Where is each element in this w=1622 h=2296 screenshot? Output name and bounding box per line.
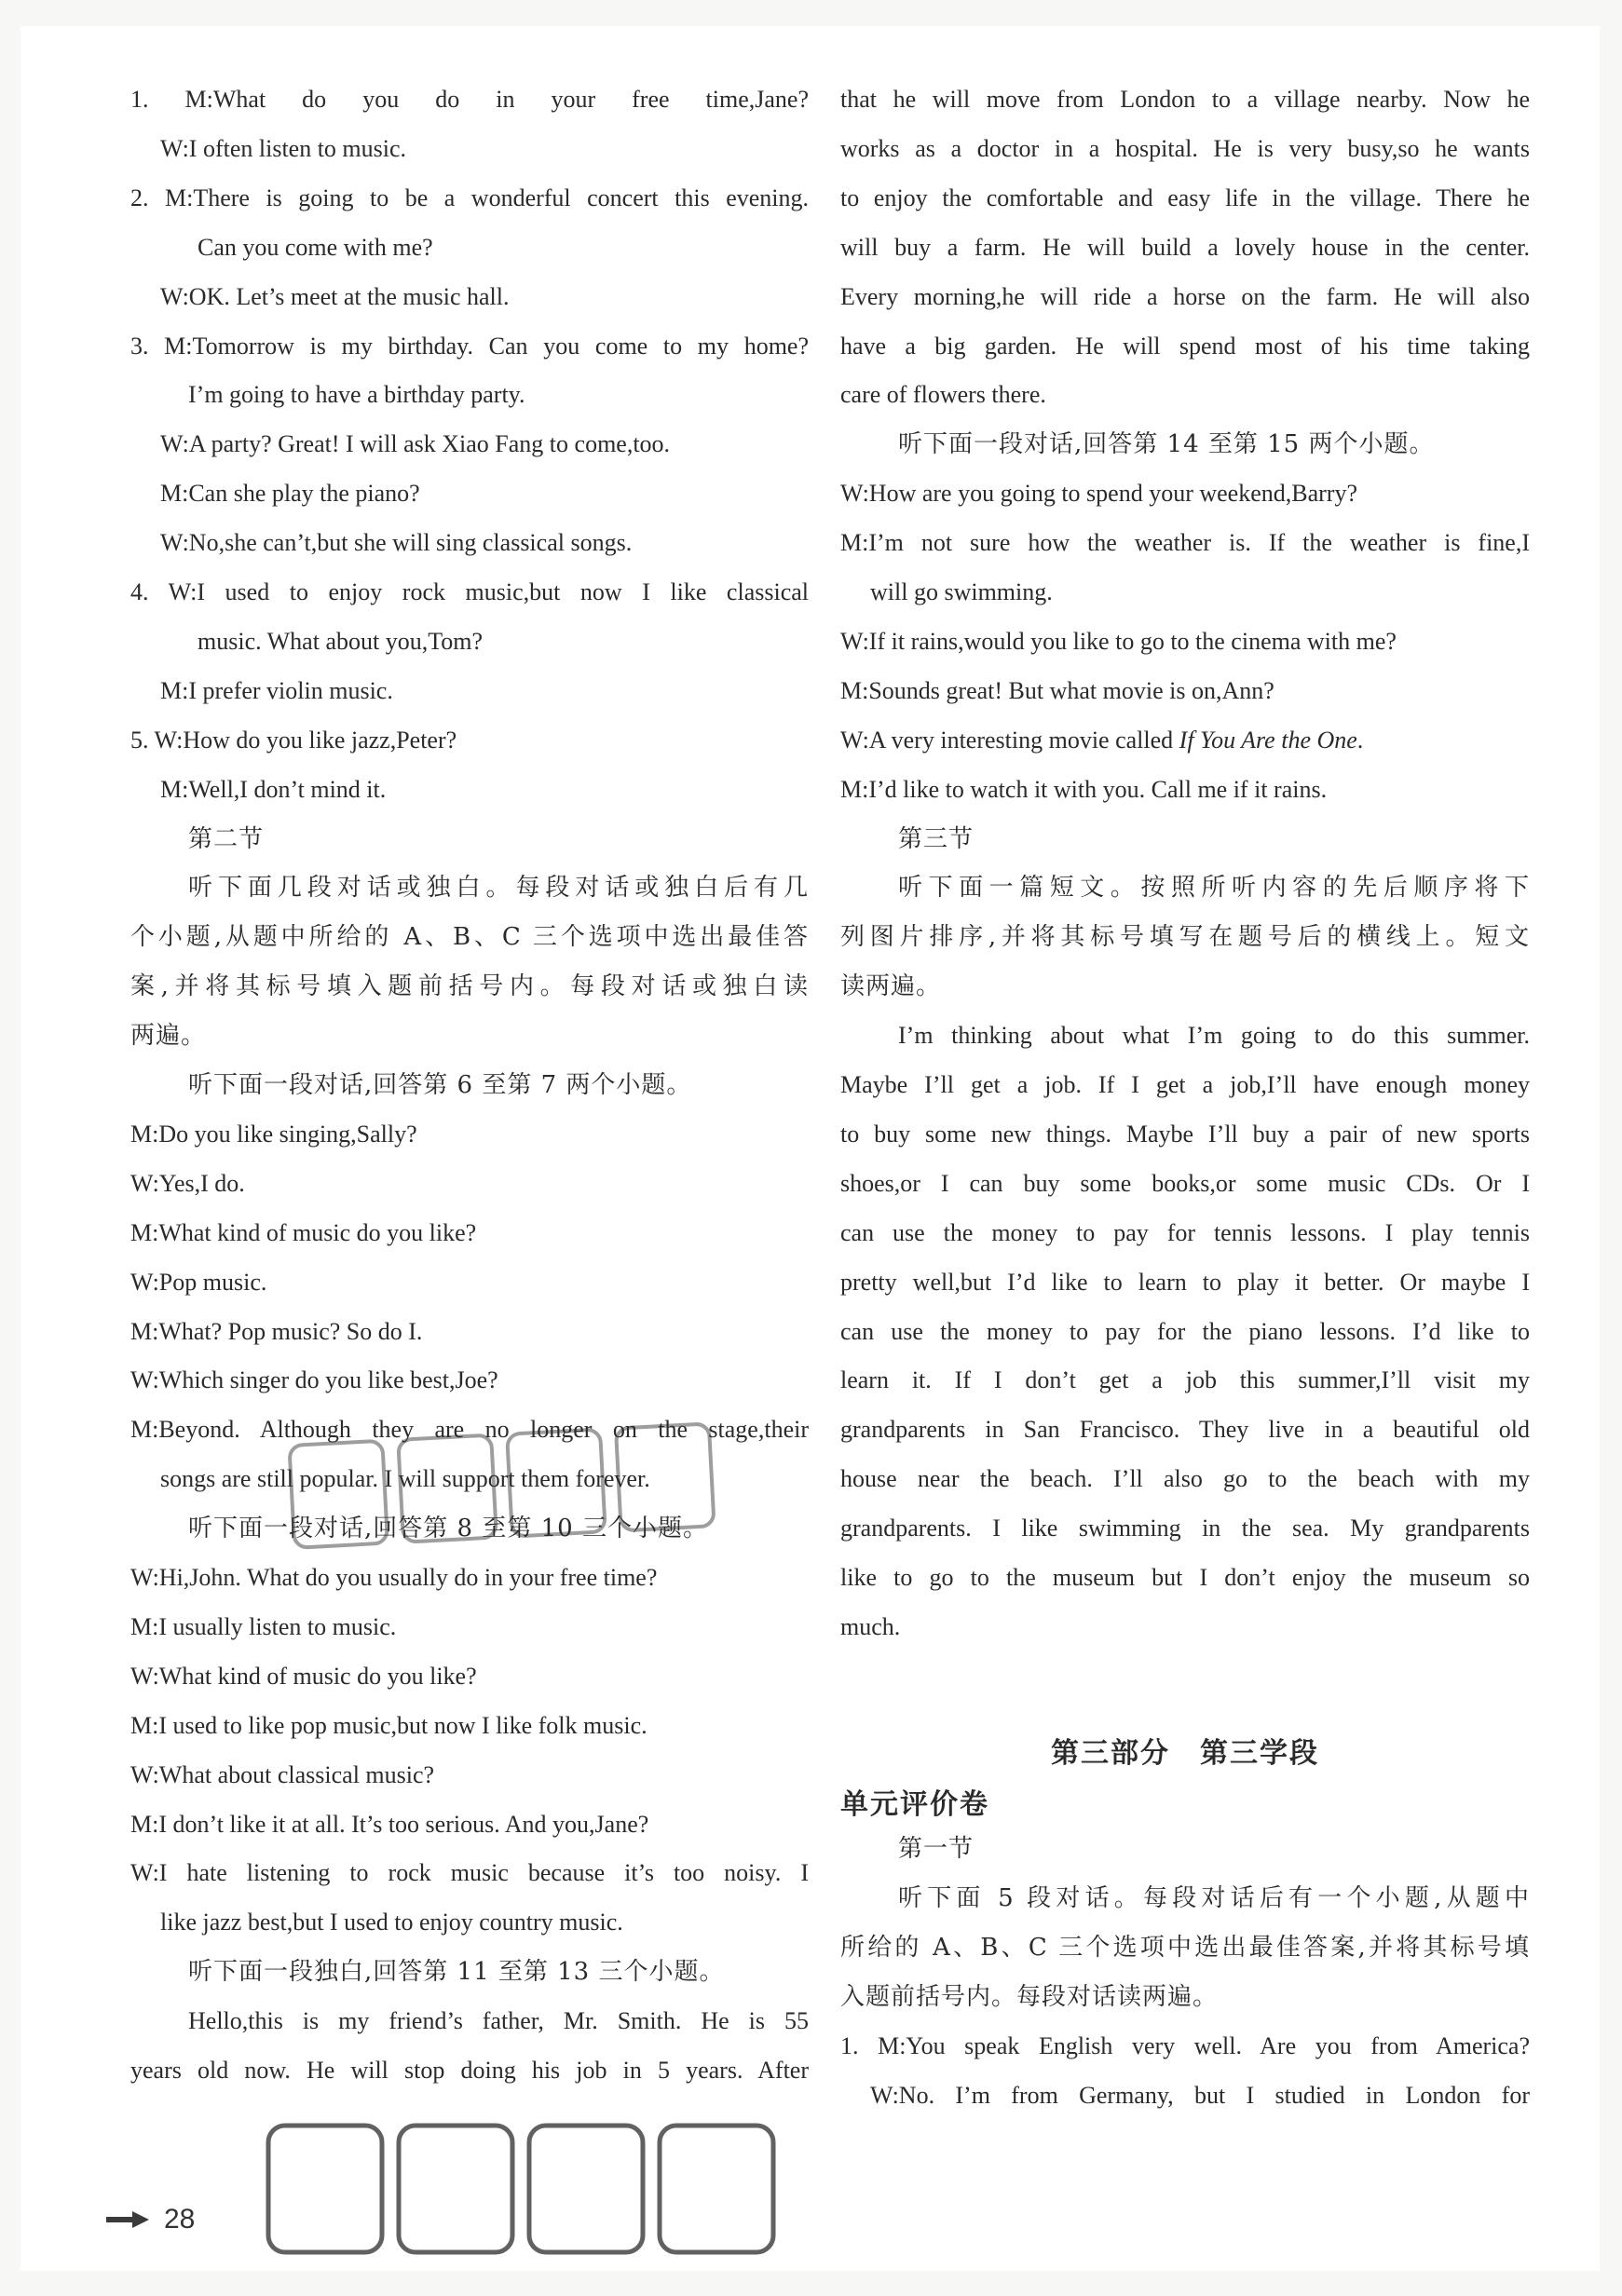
instruction-line: 听下面一段独白,回答第 11 至第 13 三个小题。 [188,1958,725,1987]
instruction-line: 第三节 [898,824,975,853]
text-line: house near the beach. I’ll also go to the beach with my [840,1465,1530,1493]
text-line: care of flowers there. [840,381,1046,409]
text-line: pretty well,but I’d like to learn to play it better. Or maybe I [840,1268,1530,1296]
text-line: W:Hi,John. What do you usually do in your free time? [130,1564,658,1591]
text-line: M:I prefer violin music. [160,676,393,704]
text-line: W:What about classical music? [130,1760,435,1788]
text-line: W:A very interesting movie called If You Are the One. [840,726,1364,754]
text-line: M:Sounds great! But what movie is on,Ann? [840,676,1274,704]
instruction-line: 所给的 A、B、C 三个选项中选出最佳答案,并将其标号填 [840,1933,1530,1962]
text-line: 4. W:I used to enjoy rock music,but now I like classical [130,578,809,605]
text-line: grandparents in San Francisco. They live in a beautiful old [840,1416,1530,1444]
text-line: can use the money to pay for tennis lessons. I play tennis [840,1218,1530,1246]
movie-title: If You Are the One [1179,726,1357,754]
page [20,26,1600,2271]
text-line: W:No. I’m from Germany, but I studied in London for [870,2081,1530,2109]
text-line: 1. M:What do you do in your free time,Jane? [130,86,809,113]
text-line: W:Yes,I do. [130,1169,245,1197]
instruction-line: 听下面 5 段对话。每段对话后有一个小题,从题中 [898,1883,1530,1912]
instruction-line: 听下面一段对话,回答第 14 至第 15 两个小题。 [898,430,1435,459]
text-line: like to go to the museum but I don’t enjoy the museum so [840,1564,1530,1591]
text-line: W:I often listen to music. [160,134,407,162]
instruction-line: 听下面一段对话,回答第 6 至第 7 两个小题。 [188,1071,692,1099]
unit-title: 单元评价卷 [840,1788,989,1821]
text-line: W:What kind of music do you like? [130,1662,477,1690]
text-line: W:A party? Great! I will ask Xiao Fang to come,too. [160,430,671,458]
text-line: 2. M:There is going to be a wonderful concert this evening. [130,183,809,211]
text-line: years old now. He will stop doing his job in 5 years. After [130,2057,809,2084]
text-line: 1. M:You speak English very well. Are you from America? [840,2031,1530,2059]
text-line: shoes,or I can buy some books,or some music CDs. Or I [840,1169,1530,1197]
text-line: Maybe I’ll get a job. If I get a job,I’ll have enough money [840,1071,1530,1098]
text-line: 5. W:How do you like jazz,Peter? [130,726,457,754]
text-line: works as a doctor in a hospital. He is very busy,so he wants [840,134,1530,162]
text-line: M:What? Pop music? So do I. [130,1317,423,1345]
text-line: M:I’d like to watch it with you. Call me if it rains. [840,775,1328,803]
text-line: W:How are you going to spend your weekend,Barry? [840,480,1357,508]
instruction-line: 听下面一篇短文。按照所听内容的先后顺序将下 [898,874,1530,903]
text-line: grandparents. I like swimming in the sea. My grandparents [840,1515,1530,1542]
instruction-line: 两遍。 [130,1022,207,1051]
text-line: M:Beyond. Although they are no longer on the stage,their [130,1416,809,1444]
instruction-line: 第二节 [188,824,265,853]
text-line: music. What about you,Tom? [198,627,484,655]
text-line: to buy some new things. Maybe I’ll buy a pair of new sports [840,1120,1530,1148]
text-line: Every morning,he will ride a horse on the farm. He will also [840,282,1530,310]
text-line: like jazz best,but I used to enjoy country music. [160,1909,623,1936]
text-line: M:I’m not sure how the weather is. If the weather is fine,I [840,529,1530,557]
text-line: 3. M:Tomorrow is my birthday. Can you come to my home? [130,332,809,360]
text-line: will buy a farm. He will build a lovely house in the center. [840,233,1530,261]
text-line: W:Which singer do you like best,Joe? [130,1366,498,1394]
text-line: M:I don’t like it at all. It’s too serious. And you,Jane? [130,1810,649,1838]
part-title: 第三部分 第三学段 [1051,1737,1319,1770]
text-line: learn it. If I don’t get a job this summer,I’ll visit my [840,1366,1530,1394]
arrow-right-icon [106,2209,151,2230]
instruction-line: 听下面几段对话或独白。每段对话或独白后有几 [188,874,809,903]
text-line: W:If it rains,would you like to go to the cinema with me? [840,627,1397,655]
instruction-line: 听下面一段对话,回答第 8 至第 10 三个小题。 [188,1515,708,1543]
text-line: will go swimming. [870,578,1053,605]
text-line: M:I used to like pop music,but now I like folk music. [130,1711,647,1739]
text-line: to enjoy the comfortable and easy life in the village. There he [840,183,1530,211]
page-number-block [106,2203,195,2236]
text-line: M:Can she play the piano? [160,480,420,508]
text-line: Can you come with me? [198,233,433,261]
text-line: M:Well,I don’t mind it. [160,775,387,803]
text-line: much. [840,1612,901,1640]
instruction-line: 列图片排序,并将其标号填写在题号后的横线上。短文 [840,923,1530,952]
text-line: W:I hate listening to rock music because it’s too noisy. I [130,1859,809,1887]
text-line: Hello,this is my friend’s father, Mr. Smith. He is 55 [188,2007,809,2035]
text-line: W:No,she can’t,but she will sing classical songs. [160,529,633,557]
instruction-line: 读两遍。 [840,972,942,1001]
text-line: W:OK. Let’s meet at the music hall. [160,282,510,310]
text-line: can use the money to pay for the piano lessons. I’d like to [840,1317,1530,1345]
text-line: I’m going to have a birthday party. [188,381,525,409]
instruction-line: 入题前括号内。每段对话读两遍。 [840,1982,1219,2011]
text-line: songs are still popular. I will support them forever. [160,1465,650,1493]
text-line: M:Do you like singing,Sally? [130,1120,417,1148]
text-line: that he will move from London to a village nearby. Now he [840,86,1530,113]
instruction-line: 第一节 [898,1835,975,1863]
text-line: M:I usually listen to music. [130,1612,397,1640]
text-line: have a big garden. He will spend most of his time taking [840,332,1530,360]
text-line: W:Pop music. [130,1268,267,1296]
instruction-line: 案,并将其标号填入题前括号内。每段对话或独白读 [130,972,809,1001]
page-number: 28 [164,2204,196,2235]
text-line: I’m thinking about what I’m going to do this summer. [898,1022,1530,1050]
instruction-line: 个小题,从题中所给的 A、B、C 三个选项中选出最佳答 [130,923,809,952]
text-line: M:What kind of music do you like? [130,1218,477,1246]
